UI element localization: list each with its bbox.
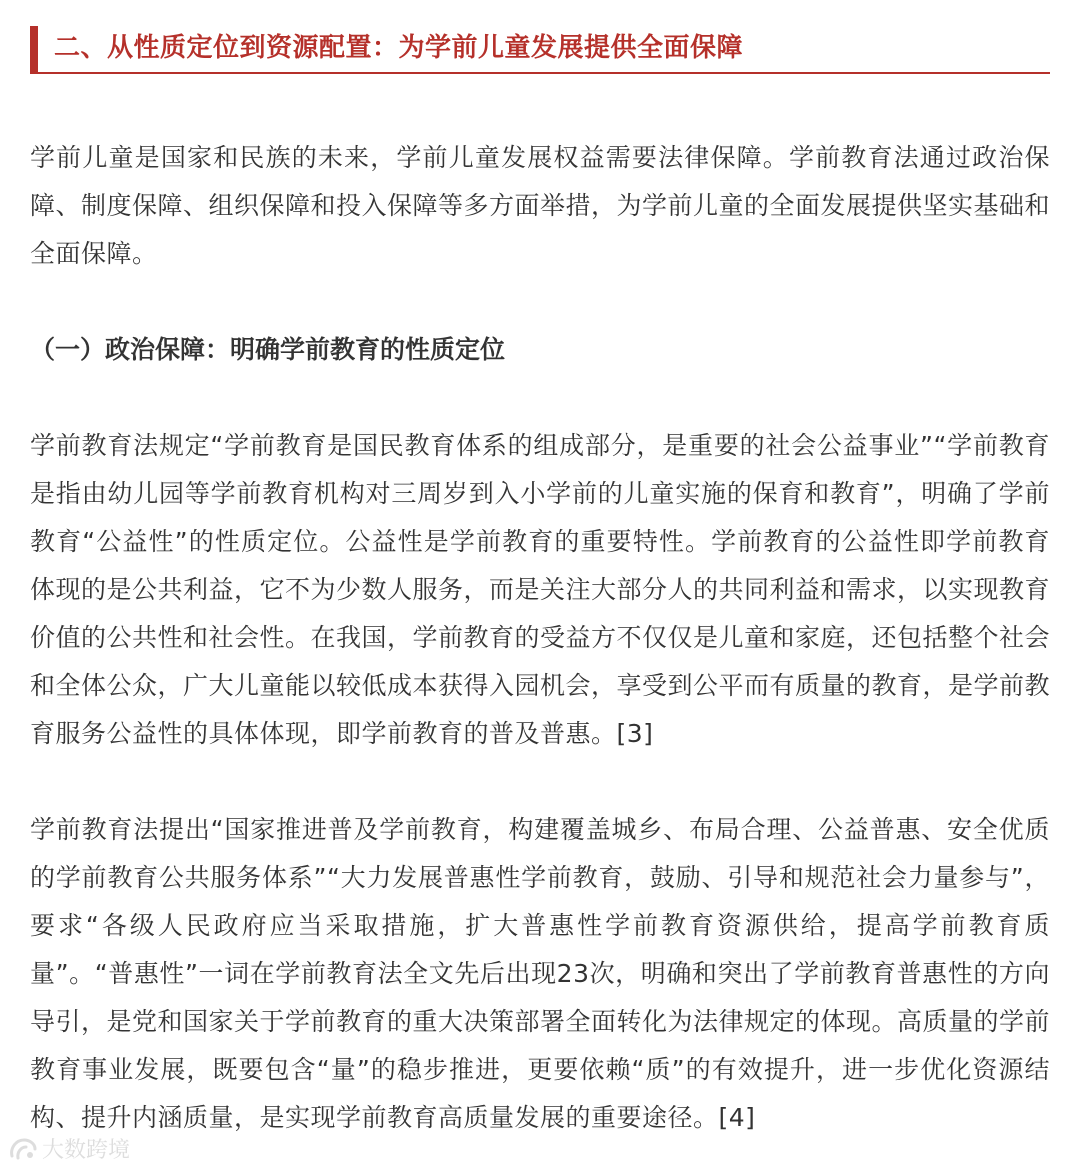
watermark — [8, 1132, 130, 1164]
section-accent-bar — [30, 26, 38, 72]
section-header — [30, 26, 1050, 74]
subsection-heading: （一）政治保障：明确学前教育的性质定位 — [30, 335, 506, 364]
watermark-text: 大数跨境 — [42, 1137, 131, 1163]
body-paragraph-2: 学前教育法提出“国家推进普及学前教育，构建覆盖城乡、布局合理、公益普惠、安全优质的学前教育公共服务体系”“大力发展普惠性学前教育，鼓励、引导和规范社会力量参与”，要求“各级人民政府应当采取措施，扩大普惠性学前教育资源供给，提高学前教育质量”。“普惠性”一词在学前教育法全文先后出现23次，明确和突出了学前教育普惠性的方向导引，是党和国家关于学前教育的重大决策部署全面转化为法律规定的体现。高质量的学前教育事业发展，既要包含“量”的稳步推进，更要依赖“质”的有效提升，进一步优化资源结构、提升内涵质量，是实现学前教育高质量发展的重要途径。[4] — [30, 815, 1051, 1132]
section-title: 二、从性质定位到资源配置：为学前儿童发展提供全面保障 — [54, 33, 744, 63]
body-paragraph-1: 学前教育法规定“学前教育是国民教育体系的组成部分，是重要的社会公益事业”“学前教育是指由幼儿园等学前教育机构对三周岁到入小学前的儿童实施的保育和教育”，明确了学前教育“公益性”的性质定位。公益性是学前教育的重要特性。学前教育的公益性即学前教育体现的是公共利益，它不为少数人服务，而是关注大部分人的共同利益和需求，以实现教育价值的公共性和社会性。在我国，学前教育的受益方不仅仅是儿童和家庭，还包括整个社会和全体公众，广大儿童能以较低成本获得入园机会，享受到公平而有质量的教育，是学前教育服务公益性的具体体现，即学前教育的普及普惠。[3] — [30, 431, 1051, 748]
brand-logo-icon — [8, 1134, 38, 1162]
intro-paragraph: 学前儿童是国家和民族的未来，学前儿童发展权益需要法律保障。学前教育法通过政治保障、制度保障、组织保障和投入保障等多方面举措，为学前儿童的全面发展提供坚实基础和全面保障。 — [30, 143, 1051, 268]
